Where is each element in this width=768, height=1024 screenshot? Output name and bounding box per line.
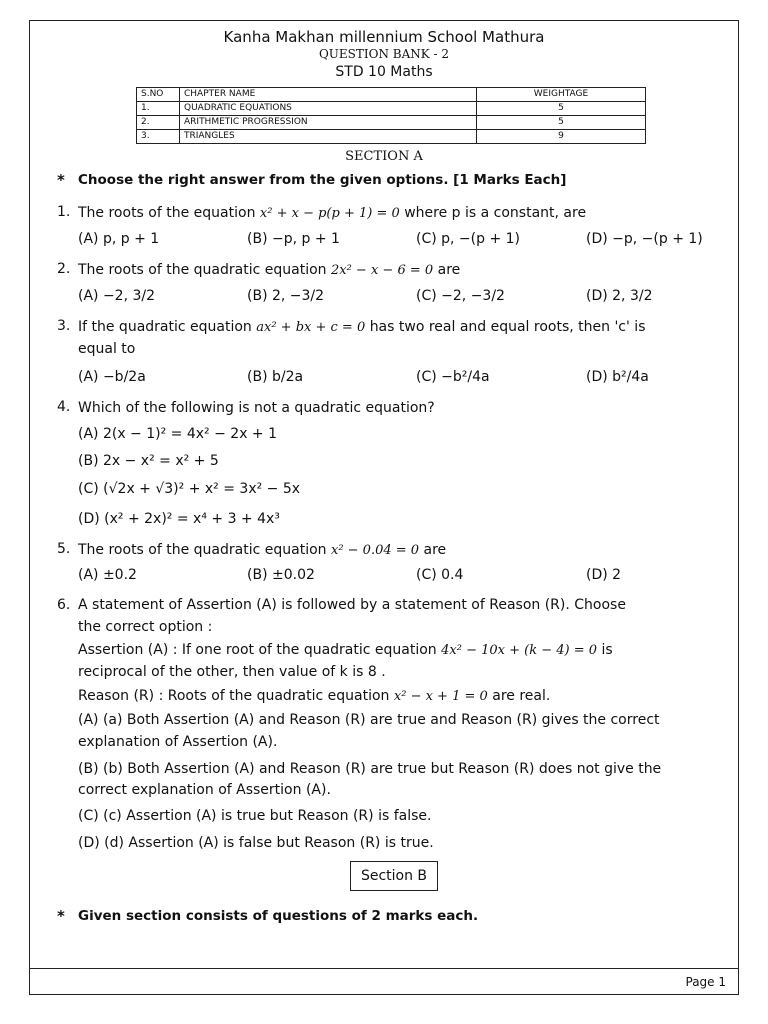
question-text: If the quadratic equation ax² + bx + c = 0 has two real and equal roots, then 'c' is [78, 319, 646, 335]
option-d: (D) 2 [586, 567, 622, 583]
table-cell: 5 [477, 116, 646, 130]
question-bank-title: QUESTION BANK - 2 [318, 47, 450, 61]
option-c: (C) −b²/4a [416, 369, 490, 385]
equation: x² − x + 1 = 0 [393, 689, 488, 704]
assertion-text-continued: reciprocal of the other, then value of k is 8 . [78, 664, 386, 680]
option-c: (C) 0.4 [416, 567, 464, 583]
table-cell: QUADRATIC EQUATIONS [180, 102, 477, 116]
table-header: WEIGHTAGE [477, 88, 646, 102]
question-number: 6. [57, 597, 71, 613]
question-number: 5. [57, 541, 71, 557]
question-number: 3. [57, 318, 71, 334]
option-c: (C) −2, −3/2 [416, 288, 505, 304]
class-subject: STD 10 Maths [335, 64, 433, 80]
weightage-table [136, 87, 646, 144]
option-c: (C) p, −(p + 1) [416, 231, 521, 247]
option-d: (D) 2, 3/2 [586, 288, 653, 304]
question-number: 2. [57, 261, 71, 277]
table-cell: 1. [137, 102, 180, 116]
table-cell: 3. [137, 130, 180, 144]
question-text-continued: the correct option : [78, 619, 213, 635]
option-c: (C) (c) Assertion (A) is true but Reason (R) is false. [78, 808, 432, 824]
table-cell: 2. [137, 116, 180, 130]
option-d: (D) b²/4a [586, 369, 649, 385]
page-number: Page 1 [685, 975, 726, 989]
question-text: The roots of the quadratic equation 2x² − x − 6 = 0 are [78, 262, 461, 278]
question-text: The roots of the equation x² + x − p(p + 1) = 0 where p is a constant, are [78, 205, 587, 221]
assertion-text: Assertion (A) : If one root of the quadratic equation 4x² − 10x + (k − 4) = 0 is [78, 642, 613, 658]
star-bullet: * [57, 171, 65, 189]
table-header-row [137, 88, 646, 102]
school-name: Kanha Makhan millennium School Mathura [223, 28, 545, 46]
option-b: (B) 2, −3/2 [247, 288, 325, 304]
option-b: (B) −p, p + 1 [247, 231, 340, 247]
table-cell: TRIANGLES [180, 130, 477, 144]
question-text-continued: equal to [78, 341, 136, 357]
option-d: (D) −p, −(p + 1) [586, 231, 703, 247]
table-cell: 9 [477, 130, 646, 144]
equation: ax² + bx + c = 0 [256, 320, 366, 335]
option-a: (A) ±0.2 [78, 567, 137, 583]
option-b: (B) (b) Both Assertion (A) and Reason (R) are true but Reason (R) does not give the [78, 761, 662, 777]
option-a: (A) −b/2a [78, 369, 146, 385]
table-cell: 5 [477, 102, 646, 116]
question-number: 1. [57, 204, 71, 220]
equation: x² + x − p(p + 1) = 0 [259, 206, 400, 221]
option-d: (D) (d) Assertion (A) is false but Reason (R) is true. [78, 835, 434, 851]
section-b-title: Section B [350, 861, 438, 891]
option-b: (B) ±0.02 [247, 567, 315, 583]
option-a: (A) p, p + 1 [78, 231, 160, 247]
option-b: (B) 2x − x² = x² + 5 [78, 453, 219, 469]
table-cell: ARITHMETIC PROGRESSION [180, 116, 477, 130]
question-number: 4. [57, 399, 71, 415]
reason-text: Reason (R) : Roots of the quadratic equation x² − x + 1 = 0 are real. [78, 688, 551, 704]
table-row [137, 130, 646, 144]
option-a: (A) (a) Both Assertion (A) and Reason (R) are true and Reason (R) gives the correct [78, 712, 660, 728]
question-text: The roots of the quadratic equation x² − 0.04 = 0 are [78, 542, 447, 558]
option-b-continued: correct explanation of Assertion (A). [78, 782, 331, 798]
section-a-title: SECTION A [345, 149, 423, 164]
option-b: (B) b/2a [247, 369, 304, 385]
option-c: (C) (√2x + √3)² + x² = 3x² − 5x [78, 481, 301, 497]
equation: x² − 0.04 = 0 [330, 543, 420, 558]
option-d: (D) (x² + 2x)² = x⁴ + 3 + 4x³ [78, 511, 280, 527]
question-text: Which of the following is not a quadratic equation? [78, 400, 435, 416]
question-text: A statement of Assertion (A) is followed by a statement of Reason (R). Choose [78, 597, 626, 613]
table-row [137, 116, 646, 130]
equation: 4x² − 10x + (k − 4) = 0 [441, 643, 598, 658]
table-header: CHAPTER NAME [180, 88, 477, 102]
table-header: S.NO [137, 88, 180, 102]
star-bullet: * [57, 907, 65, 925]
option-a-continued: explanation of Assertion (A). [78, 734, 278, 750]
table-row [137, 102, 646, 116]
equation: 2x² − x − 6 = 0 [330, 263, 434, 278]
section-b-instruction: Given section consists of questions of 2 marks each. [78, 908, 479, 924]
section-a-instruction: Choose the right answer from the given options. [1 Marks Each] [78, 172, 567, 188]
option-a: (A) 2(x − 1)² = 4x² − 2x + 1 [78, 426, 278, 442]
option-a: (A) −2, 3/2 [78, 288, 156, 304]
footer-divider [29, 968, 739, 969]
